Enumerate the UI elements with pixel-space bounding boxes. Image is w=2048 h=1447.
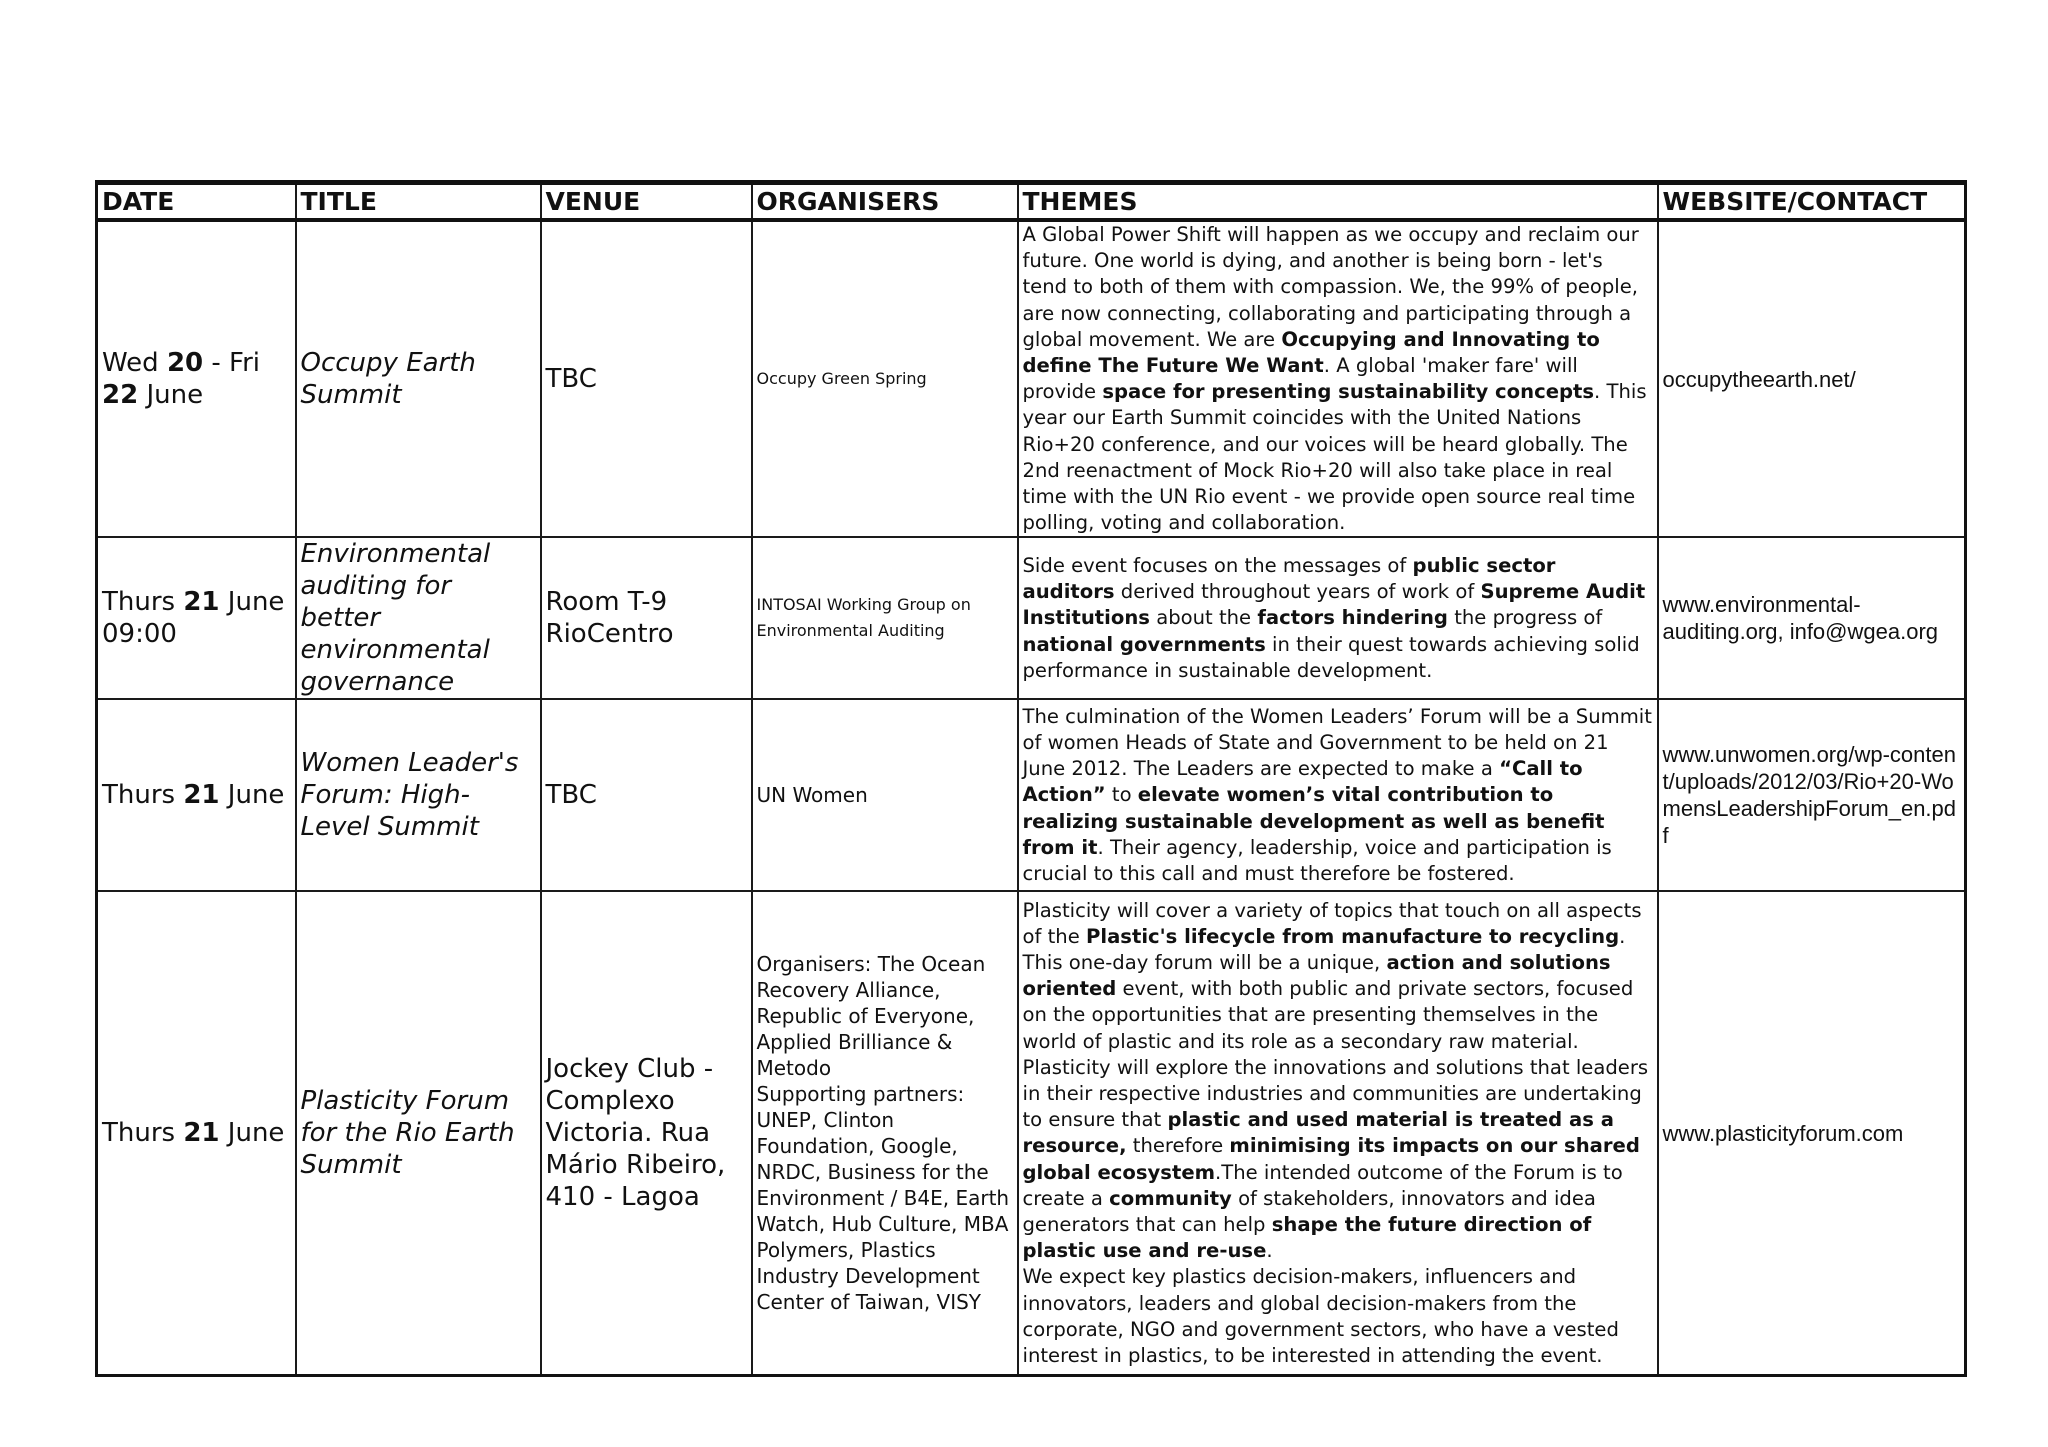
title-cell: Occupy Earth Summit (296, 220, 541, 537)
header-venue: VENUE (541, 183, 752, 221)
organisers-cell: Occupy Green Spring (752, 220, 1018, 537)
title-cell: Plasticity Forum for the Rio Earth Summit (296, 891, 541, 1376)
title-cell: Women Leader's Forum: High-Level Summit (296, 699, 541, 891)
website-cell: www.unwomen.org/wp-content/uploads/2012/03/Rio+20-WomensLeadershipForum_en.pdf (1658, 699, 1966, 891)
header-organisers: ORGANISERS (752, 183, 1018, 221)
themes-cell: Plasticity will cover a variety of topics that touch on all aspects of the Plastic's lifecycle from manufacture to recycling. This one-day forum will be a unique, action and solutions oriented event, with both public and private sectors, focused on the opportunities that are presenting themselves in the world of plastic and its role as a secondary raw material. Plasticity will explore the innovations and solutions that leaders in their respective industries and communities are undertaking to ensure that plastic and used material is treated as a resource, therefore minimising its impacts on our shared global ecosystem.The intended outcome of the Forum is to create a community of stakeholders, innovators and idea generators that can help shape the future direction of plastic use and re-use. We expect key plastics decision-makers, influencers and innovators, leaders and global decision-makers from the corporate, NGO and government sectors, who have a vested interest in plastics, to be interested in attending the event. (1018, 891, 1658, 1376)
table-row (97, 699, 1966, 891)
date-cell: Thurs 21 June 09:00 (97, 537, 296, 699)
table-row (97, 537, 1966, 699)
organisers-cell: UN Women (752, 699, 1018, 891)
themes-cell: The culmination of the Women Leaders’ Forum will be a Summit of women Heads of State and Government to be held on 21 June 2012. The Leaders are expected to make a “Call to Action” to elevate women’s vital contribution to realizing sustainable development as well as benefit from it. Their agency, leadership, voice and participation is crucial to this call and must therefore be fostered. (1018, 699, 1658, 891)
header-website-contact: WEBSITE/CONTACT (1658, 183, 1966, 221)
website-cell: occupytheearth.net/ (1658, 220, 1966, 537)
title-cell: Environmental auditing for better environmental governance (296, 537, 541, 699)
table-row (97, 220, 1966, 537)
date-cell: Wed 20 - Fri 22 June (97, 220, 296, 537)
date-cell: Thurs 21 June (97, 891, 296, 1376)
venue-cell: TBC (541, 220, 752, 537)
venue-cell: Jockey Club - Complexo Victoria. Rua Mário Ribeiro, 410 - Lagoa (541, 891, 752, 1376)
header-themes: THEMES (1018, 183, 1658, 221)
event-schedule-sheet (95, 180, 1964, 1377)
organisers-cell: INTOSAI Working Group on Environmental Auditing (752, 537, 1018, 699)
header-row (97, 183, 1966, 221)
themes-cell: A Global Power Shift will happen as we occupy and reclaim our future. One world is dying, and another is being born - let's tend to both of them with compassion. We, the 99% of people, are now connecting, collaborating and participating through a global movement. We are Occupying and Innovating to define The Future We Want. A global 'maker fare' will provide space for presenting sustainability concepts. This year our Earth Summit coincides with the United Nations Rio+20 conference, and our voices will be heard globally. The 2nd reenactment of Mock Rio+20 will also take place in real time with the UN Rio event - we provide open source real time polling, voting and collaboration. (1018, 220, 1658, 537)
website-cell: www.plasticityforum.com (1658, 891, 1966, 1376)
website-cell: www.environmental-auditing.org, info@wgea.org (1658, 537, 1966, 699)
event-schedule-table (95, 180, 1967, 1377)
venue-cell: Room T-9 RioCentro (541, 537, 752, 699)
themes-cell: Side event focuses on the messages of public sector auditors derived throughout years of work of Supreme Audit Institutions about the factors hindering the progress of national governments in their quest towards achieving solid performance in sustainable development. (1018, 537, 1658, 699)
header-title: TITLE (296, 183, 541, 221)
table-row (97, 891, 1966, 1376)
date-cell: Thurs 21 June (97, 699, 296, 891)
venue-cell: TBC (541, 699, 752, 891)
organisers-cell: Organisers: The Ocean Recovery Alliance, Republic of Everyone, Applied Brilliance & Metodo Supporting partners: UNEP, Clinton Foundation, Google, NRDC, Business for the Environment / B4E, Earth Watch, Hub Culture, MBA Polymers, Plastics Industry Development Center of Taiwan, VISY (752, 891, 1018, 1376)
header-date: DATE (97, 183, 296, 221)
